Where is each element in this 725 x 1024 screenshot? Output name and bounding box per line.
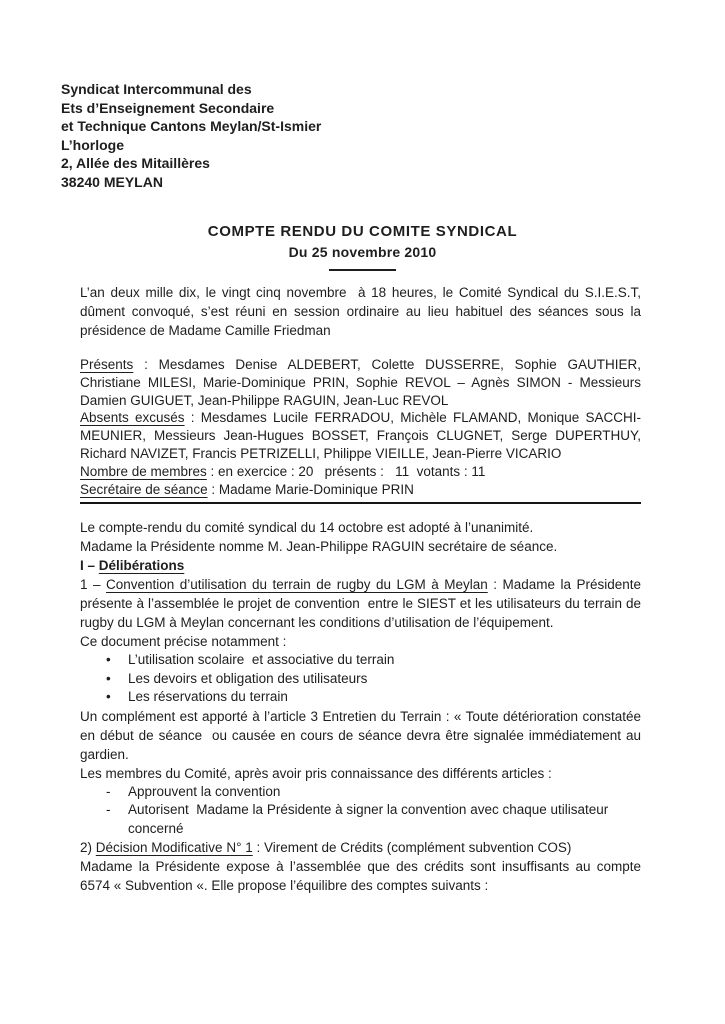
bullet-icon: • xyxy=(106,689,111,705)
secretaire-label: Secrétaire de séance xyxy=(80,481,208,497)
letterhead-line: 38240 MEYLAN xyxy=(61,173,163,190)
absents-text: : Mesdames Lucile FERRADOU, Michèle FLAMAND, Monique SACCHI-MEUNIER, Messieurs Jean-Hugues BOSSET, François CLUGNET, Serge DUPERTHUY, Richard NAVIZET, Francis PETRIZELLI, Philippe VIEILLE, Jean-Pierre VICARIO xyxy=(80,410,642,461)
adoption-line: Le compte-rendu du comité syndical du 14 octobre est adopté à l’unanimité. xyxy=(80,520,534,536)
bullet-item xyxy=(80,670,641,689)
absents-label: Absents excusés xyxy=(80,410,185,426)
bullet-item-text: L’utilisation scolaire et associative du terrain xyxy=(128,652,395,668)
title-underline-rule xyxy=(329,269,396,271)
document-body xyxy=(80,283,641,895)
section-i-heading xyxy=(80,556,641,575)
item-2-text: : Virement de Crédits (complément subvention COS) xyxy=(252,840,572,856)
item-1-paragraph xyxy=(80,575,641,632)
item-1-heading: Convention d’utilisation du terrain de rugby du LGM à Meylan xyxy=(105,577,488,593)
item-1-text: : Madame la Présidente présente à l’assemblée le projet de convention entre le SIEST et les utilisateurs du terrain de rugby du LGM à Meylan concernant les conditions d’utilisation de l’équipement. xyxy=(80,577,641,631)
item-2-title: Décision Modificative N° 1 xyxy=(95,840,253,856)
item-2-prefix: 2) xyxy=(80,840,96,856)
bullet-item-text: Les réservations du terrain xyxy=(128,689,288,705)
complement-paragraph: Un complément est apporté à l’article 3 Entretien du Terrain : « Toute détérioration constatée en début de séance ou causée en cours de séance devra être signalée immédiatement au gardien. xyxy=(80,708,641,762)
letterhead-line: et Technique Cantons Meylan/St-Ismier xyxy=(61,118,322,135)
absents-paragraph xyxy=(80,409,641,462)
bullet-icon: • xyxy=(106,652,111,668)
document-subtitle: Du 25 novembre 2010 xyxy=(288,244,437,260)
section-i-label: Délibérations xyxy=(98,558,185,574)
letterhead-line: Ets d’Enseignement Secondaire xyxy=(61,99,275,116)
presents-text: : Mesdames Denise ALDEBERT, Colette DUSSERRE, Sophie GAUTHIER, Christiane MILESI, Marie-Dominique PRIN, Sophie REVOL – Agnès SIMON - Messieurs Damien GUIGUET, Jean-Philippe RAGUIN, Jean-Luc REVOL xyxy=(80,357,641,408)
adoption-block xyxy=(80,518,641,556)
bullet-item xyxy=(80,651,641,670)
membres-text: : en exercice : 20 présents : 11 votants : 11 xyxy=(206,463,486,479)
membres-label: Nombre de membres xyxy=(80,463,207,479)
dash-item xyxy=(80,801,641,838)
letterhead xyxy=(61,80,321,192)
dash-item xyxy=(80,783,641,802)
expose-paragraph: Madame la Présidente expose à l’assemblée que des crédits sont insuffisants au compte 6574 « Subvention «. Elle propose l’équilibre des comptes suivants : xyxy=(80,859,641,894)
bullet-item xyxy=(80,688,641,707)
item-1-prefix: 1 – xyxy=(80,577,106,593)
intro-paragraph: L’an deux mille dix, le vingt cinq novembre à 18 heures, le Comité Syndical du S.I.E.S.T, dûment convoqué, s’est réuni en session ordinaire au lieu habituel des séances sous la présidence de Madame Camille Friedman xyxy=(80,285,641,338)
dash-icon: - xyxy=(106,802,111,818)
doc-intro-line: Ce document précise notamment : xyxy=(80,634,287,650)
letterhead-line: 2, Allée des Mitaillères xyxy=(61,155,210,172)
bullet-icon: • xyxy=(106,670,111,686)
bullet-item-text: Les devoirs et obligation des utilisateurs xyxy=(128,670,368,686)
decision-list xyxy=(80,783,641,839)
letterhead-line: Syndicat Intercommunal des xyxy=(61,81,252,97)
presents-paragraph xyxy=(80,356,641,409)
membres-line xyxy=(80,463,641,481)
attendance-block xyxy=(80,356,641,504)
secretaire-text: : Madame Marie-Dominique PRIN xyxy=(207,481,414,497)
presents-label: Présents xyxy=(80,357,134,372)
section-i-prefix: I – xyxy=(80,558,99,574)
item-2-heading xyxy=(80,838,641,857)
dash-item-text: Autorisent Madame la Présidente à signer la convention avec chaque utilisateur concerné xyxy=(128,802,609,836)
document-title: COMPTE RENDU DU COMITE SYNDICAL xyxy=(207,223,518,240)
dash-item-text: Approuvent la convention xyxy=(128,783,281,799)
bullet-list xyxy=(80,651,641,707)
dash-icon: - xyxy=(106,783,111,799)
title-block xyxy=(0,222,725,271)
adoption-line: Madame la Présidente nomme M. Jean-Philippe RAGUIN secrétaire de séance. xyxy=(80,539,558,555)
secretaire-line xyxy=(80,481,641,499)
membres-comite-line: Les membres du Comité, après avoir pris connaissance des différents articles : xyxy=(80,765,552,781)
letterhead-line: L’horloge xyxy=(61,136,124,153)
